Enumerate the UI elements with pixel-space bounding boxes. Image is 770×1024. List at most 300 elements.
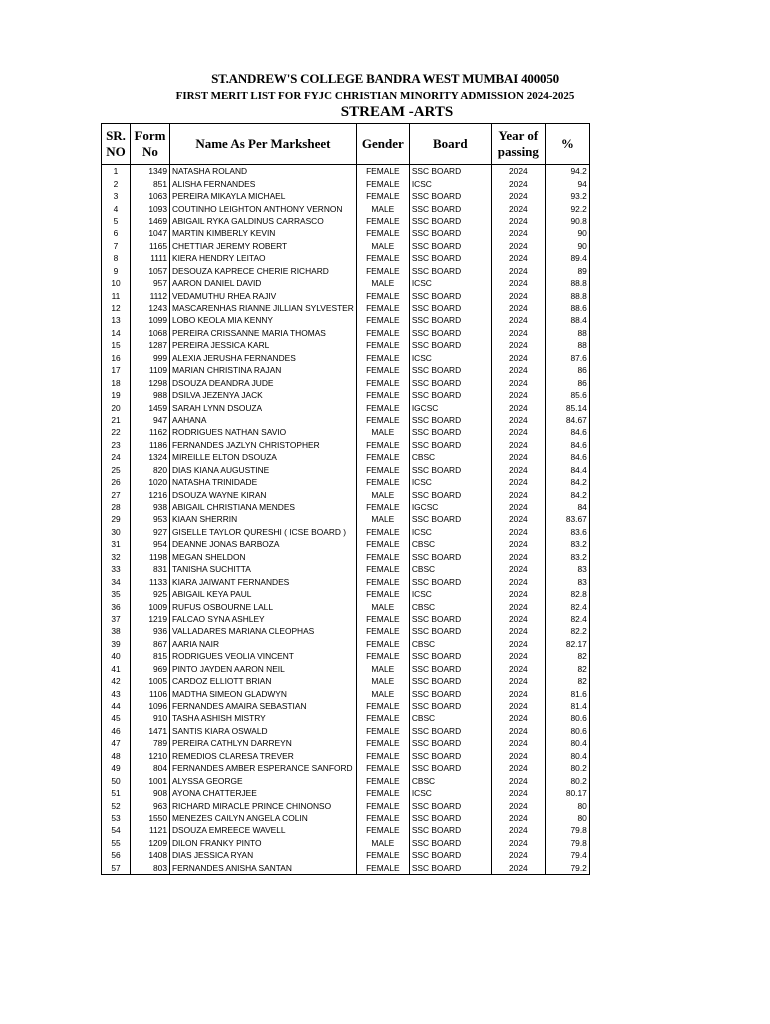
percentage-cell: 79.4	[545, 849, 589, 861]
student-name-cell: FALCAO SYNA ASHLEY	[170, 613, 357, 625]
year-cell: 2024	[491, 762, 545, 774]
year-cell: 2024	[491, 426, 545, 438]
year-cell: 2024	[491, 327, 545, 339]
board-cell: SSC BOARD	[409, 339, 491, 351]
year-cell: 2024	[491, 613, 545, 625]
percentage-cell: 88.6	[545, 302, 589, 314]
percentage-cell: 94	[545, 177, 589, 189]
gender-cell: FEMALE	[356, 563, 409, 575]
percentage-cell: 84.67	[545, 414, 589, 426]
gender-cell: FEMALE	[356, 862, 409, 875]
table-row	[102, 352, 590, 364]
percentage-cell: 80.6	[545, 725, 589, 737]
gender-cell: MALE	[356, 513, 409, 525]
col-header-form-no: Form No	[131, 124, 170, 165]
table-row	[102, 327, 590, 339]
board-cell: SSC BOARD	[409, 426, 491, 438]
student-name-cell: ALYSSA GEORGE	[170, 774, 357, 786]
sr-no-cell: 11	[102, 289, 131, 301]
form-no-cell: 1186	[131, 439, 170, 451]
percentage-cell: 82.2	[545, 625, 589, 637]
percentage-cell: 83.2	[545, 551, 589, 563]
year-cell: 2024	[491, 364, 545, 376]
student-name-cell: RICHARD MIRACLE PRINCE CHINONSO	[170, 799, 357, 811]
table-row	[102, 625, 590, 637]
form-no-cell: 1057	[131, 265, 170, 277]
form-no-cell: 1219	[131, 613, 170, 625]
form-no-cell: 925	[131, 588, 170, 600]
table-row	[102, 687, 590, 699]
board-cell: SSC BOARD	[409, 464, 491, 476]
student-name-cell: PEREIRA CRISSANNE MARIA THOMAS	[170, 327, 357, 339]
student-name-cell: DIAS JESSICA RYAN	[170, 849, 357, 861]
board-cell: IGCSC	[409, 401, 491, 413]
board-cell: SSC BOARD	[409, 762, 491, 774]
sr-no-cell: 26	[102, 476, 131, 488]
sr-no-cell: 55	[102, 837, 131, 849]
year-cell: 2024	[491, 538, 545, 550]
col-header-percent: %	[545, 124, 589, 165]
year-cell: 2024	[491, 588, 545, 600]
gender-cell: FEMALE	[356, 650, 409, 662]
student-name-cell: MASCARENHAS RIANNE JILLIAN SYLVESTER	[170, 302, 357, 314]
year-cell: 2024	[491, 575, 545, 587]
sr-no-cell: 6	[102, 227, 131, 239]
table-row	[102, 488, 590, 500]
board-cell: SSC BOARD	[409, 389, 491, 401]
year-cell: 2024	[491, 314, 545, 326]
board-cell: SSC BOARD	[409, 663, 491, 675]
sr-no-cell: 49	[102, 762, 131, 774]
form-no-cell: 820	[131, 464, 170, 476]
board-cell: SSC BOARD	[409, 837, 491, 849]
year-cell: 2024	[491, 774, 545, 786]
sr-no-cell: 9	[102, 265, 131, 277]
table-row	[102, 650, 590, 662]
student-name-cell: DSILVA JEZENYA JACK	[170, 389, 357, 401]
student-name-cell: MENEZES CAILYN ANGELA COLIN	[170, 812, 357, 824]
col-header-sr-no: SR. NO	[102, 124, 131, 165]
year-cell: 2024	[491, 215, 545, 227]
student-name-cell: NATASHA TRINIDADE	[170, 476, 357, 488]
table-row	[102, 202, 590, 214]
form-no-cell: 963	[131, 799, 170, 811]
board-cell: ICSC	[409, 526, 491, 538]
percentage-cell: 83	[545, 563, 589, 575]
percentage-cell: 82.8	[545, 588, 589, 600]
percentage-cell: 82	[545, 675, 589, 687]
table-row	[102, 700, 590, 712]
gender-cell: MALE	[356, 277, 409, 289]
year-cell: 2024	[491, 302, 545, 314]
sr-no-cell: 51	[102, 787, 131, 799]
percentage-cell: 80.6	[545, 712, 589, 724]
percentage-cell: 82.4	[545, 613, 589, 625]
gender-cell: FEMALE	[356, 414, 409, 426]
percentage-cell: 92.2	[545, 202, 589, 214]
board-cell: SSC BOARD	[409, 625, 491, 637]
year-cell: 2024	[491, 289, 545, 301]
gender-cell: FEMALE	[356, 737, 409, 749]
table-row	[102, 464, 590, 476]
percentage-cell: 79.2	[545, 862, 589, 875]
sr-no-cell: 32	[102, 551, 131, 563]
year-cell: 2024	[491, 824, 545, 836]
student-name-cell: MARTIN KIMBERLY KEVIN	[170, 227, 357, 239]
sr-no-cell: 24	[102, 451, 131, 463]
form-no-cell: 804	[131, 762, 170, 774]
form-no-cell: 1469	[131, 215, 170, 227]
board-cell: SSC BOARD	[409, 240, 491, 252]
board-cell: SSC BOARD	[409, 364, 491, 376]
sr-no-cell: 40	[102, 650, 131, 662]
form-no-cell: 1068	[131, 327, 170, 339]
sr-no-cell: 44	[102, 700, 131, 712]
student-name-cell: KIERA HENDRY LEITAO	[170, 252, 357, 264]
form-no-cell: 969	[131, 663, 170, 675]
gender-cell: MALE	[356, 426, 409, 438]
student-name-cell: FERNANDES AMAIRA SEBASTIAN	[170, 700, 357, 712]
year-cell: 2024	[491, 277, 545, 289]
sr-no-cell: 38	[102, 625, 131, 637]
gender-cell: FEMALE	[356, 849, 409, 861]
form-no-cell: 1459	[131, 401, 170, 413]
form-no-cell: 1324	[131, 451, 170, 463]
percentage-cell: 90	[545, 227, 589, 239]
percentage-cell: 88.4	[545, 314, 589, 326]
percentage-cell: 89	[545, 265, 589, 277]
gender-cell: FEMALE	[356, 215, 409, 227]
merit-list-table	[101, 123, 590, 875]
form-no-cell: 1106	[131, 687, 170, 699]
student-name-cell: CARDOZ ELLIOTT BRIAN	[170, 675, 357, 687]
year-cell: 2024	[491, 339, 545, 351]
board-cell: SSC BOARD	[409, 327, 491, 339]
gender-cell: FEMALE	[356, 352, 409, 364]
year-cell: 2024	[491, 687, 545, 699]
table-row	[102, 426, 590, 438]
sr-no-cell: 36	[102, 600, 131, 612]
form-no-cell: 1133	[131, 575, 170, 587]
student-name-cell: AYONA CHATTERJEE	[170, 787, 357, 799]
board-cell: SSC BOARD	[409, 700, 491, 712]
table-row	[102, 849, 590, 861]
percentage-cell: 83	[545, 575, 589, 587]
table-row	[102, 240, 590, 252]
board-cell: ICSC	[409, 177, 491, 189]
board-cell: SSC BOARD	[409, 165, 491, 178]
student-name-cell: MIREILLE ELTON DSOUZA	[170, 451, 357, 463]
percentage-cell: 84.2	[545, 488, 589, 500]
year-cell: 2024	[491, 227, 545, 239]
board-cell: CBSC	[409, 538, 491, 550]
student-name-cell: DILON FRANKY PINTO	[170, 837, 357, 849]
percentage-cell: 90	[545, 240, 589, 252]
percentage-cell: 82.4	[545, 600, 589, 612]
year-cell: 2024	[491, 464, 545, 476]
percentage-cell: 82.17	[545, 638, 589, 650]
gender-cell: MALE	[356, 488, 409, 500]
student-name-cell: KIAAN SHERRIN	[170, 513, 357, 525]
student-name-cell: AARIA NAIR	[170, 638, 357, 650]
college-title: ST.ANDREW'S COLLEGE BANDRA WEST MUMBAI 400050	[211, 71, 559, 86]
board-cell: SSC BOARD	[409, 824, 491, 836]
gender-cell: FEMALE	[356, 725, 409, 737]
year-cell: 2024	[491, 190, 545, 202]
gender-cell: FEMALE	[356, 376, 409, 388]
student-name-cell: RUFUS OSBOURNE LALL	[170, 600, 357, 612]
form-no-cell: 1550	[131, 812, 170, 824]
board-cell: SSC BOARD	[409, 725, 491, 737]
percentage-cell: 80.2	[545, 774, 589, 786]
sr-no-cell: 23	[102, 439, 131, 451]
table-row	[102, 376, 590, 388]
year-cell: 2024	[491, 526, 545, 538]
board-cell: SSC BOARD	[409, 849, 491, 861]
student-name-cell: RODRIGUES VEOLIA VINCENT	[170, 650, 357, 662]
gender-cell: FEMALE	[356, 787, 409, 799]
gender-cell: FEMALE	[356, 575, 409, 587]
form-no-cell: 1063	[131, 190, 170, 202]
sr-no-cell: 5	[102, 215, 131, 227]
table-row	[102, 799, 590, 811]
sr-no-cell: 56	[102, 849, 131, 861]
percentage-cell: 88.8	[545, 289, 589, 301]
form-no-cell: 1408	[131, 849, 170, 861]
gender-cell: FEMALE	[356, 165, 409, 178]
sr-no-cell: 48	[102, 750, 131, 762]
sr-no-cell: 45	[102, 712, 131, 724]
gender-cell: FEMALE	[356, 289, 409, 301]
percentage-cell: 87.6	[545, 352, 589, 364]
gender-cell: FEMALE	[356, 265, 409, 277]
student-name-cell: AARON DANIEL DAVID	[170, 277, 357, 289]
student-name-cell: AAHANA	[170, 414, 357, 426]
sr-no-cell: 22	[102, 426, 131, 438]
form-no-cell: 947	[131, 414, 170, 426]
table-row	[102, 638, 590, 650]
sr-no-cell: 10	[102, 277, 131, 289]
student-name-cell: FERNANDES JAZLYN CHRISTOPHER	[170, 439, 357, 451]
year-cell: 2024	[491, 401, 545, 413]
table-row	[102, 389, 590, 401]
form-no-cell: 1109	[131, 364, 170, 376]
board-cell: SSC BOARD	[409, 314, 491, 326]
student-name-cell: MEGAN SHELDON	[170, 551, 357, 563]
board-cell: SSC BOARD	[409, 439, 491, 451]
stream-title: STREAM -ARTS	[340, 104, 454, 120]
student-name-cell: PEREIRA JESSICA KARL	[170, 339, 357, 351]
form-no-cell: 1243	[131, 302, 170, 314]
student-name-cell: PINTO JAYDEN AARON NEIL	[170, 663, 357, 675]
student-name-cell: DSOUZA DEANDRA JUDE	[170, 376, 357, 388]
gender-cell: FEMALE	[356, 327, 409, 339]
form-no-cell: 908	[131, 787, 170, 799]
gender-cell: FEMALE	[356, 314, 409, 326]
form-no-cell: 831	[131, 563, 170, 575]
sr-no-cell: 37	[102, 613, 131, 625]
sr-no-cell: 47	[102, 737, 131, 749]
student-name-cell: ABIGAIL RYKA GALDINUS CARRASCO	[170, 215, 357, 227]
percentage-cell: 84.6	[545, 451, 589, 463]
year-cell: 2024	[491, 513, 545, 525]
student-name-cell: FERNANDES AMBER ESPERANCE SANFORD	[170, 762, 357, 774]
sr-no-cell: 12	[102, 302, 131, 314]
table-row	[102, 439, 590, 451]
table-row	[102, 289, 590, 301]
sr-no-cell: 19	[102, 389, 131, 401]
board-cell: CBSC	[409, 563, 491, 575]
sr-no-cell: 46	[102, 725, 131, 737]
year-cell: 2024	[491, 202, 545, 214]
table-row	[102, 302, 590, 314]
sr-no-cell: 34	[102, 575, 131, 587]
percentage-cell: 84.6	[545, 439, 589, 451]
student-name-cell: ABIGAIL CHRISTIANA MENDES	[170, 501, 357, 513]
percentage-cell: 83.6	[545, 526, 589, 538]
table-row	[102, 314, 590, 326]
board-cell: CBSC	[409, 451, 491, 463]
form-no-cell: 910	[131, 712, 170, 724]
form-no-cell: 1096	[131, 700, 170, 712]
gender-cell: FEMALE	[356, 252, 409, 264]
year-cell: 2024	[491, 551, 545, 563]
year-cell: 2024	[491, 663, 545, 675]
board-cell: ICSC	[409, 588, 491, 600]
table-row	[102, 774, 590, 786]
form-no-cell: 1001	[131, 774, 170, 786]
form-no-cell: 1209	[131, 837, 170, 849]
sr-no-cell: 20	[102, 401, 131, 413]
year-cell: 2024	[491, 837, 545, 849]
year-cell: 2024	[491, 439, 545, 451]
board-cell: SSC BOARD	[409, 215, 491, 227]
board-cell: SSC BOARD	[409, 289, 491, 301]
board-cell: CBSC	[409, 712, 491, 724]
sr-no-cell: 2	[102, 177, 131, 189]
gender-cell: FEMALE	[356, 464, 409, 476]
board-cell: CBSC	[409, 638, 491, 650]
board-cell: SSC BOARD	[409, 799, 491, 811]
form-no-cell: 1047	[131, 227, 170, 239]
board-cell: SSC BOARD	[409, 302, 491, 314]
table-row	[102, 712, 590, 724]
table-row	[102, 501, 590, 513]
percentage-cell: 84.4	[545, 464, 589, 476]
percentage-cell: 83.2	[545, 538, 589, 550]
student-name-cell: NATASHA ROLAND	[170, 165, 357, 178]
table-row	[102, 451, 590, 463]
form-no-cell: 954	[131, 538, 170, 550]
student-name-cell: TASHA ASHISH MISTRY	[170, 712, 357, 724]
form-no-cell: 999	[131, 352, 170, 364]
table-row	[102, 277, 590, 289]
percentage-cell: 88	[545, 339, 589, 351]
sr-no-cell: 16	[102, 352, 131, 364]
student-name-cell: RODRIGUES NATHAN SAVIO	[170, 426, 357, 438]
gender-cell: MALE	[356, 600, 409, 612]
board-cell: SSC BOARD	[409, 190, 491, 202]
gender-cell: FEMALE	[356, 302, 409, 314]
sr-no-cell: 3	[102, 190, 131, 202]
student-name-cell: TANISHA SUCHITTA	[170, 563, 357, 575]
gender-cell: FEMALE	[356, 774, 409, 786]
form-no-cell: 1099	[131, 314, 170, 326]
table-row	[102, 750, 590, 762]
col-header-name: Name As Per Marksheet	[170, 124, 357, 165]
table-row	[102, 177, 590, 189]
percentage-cell: 80.2	[545, 762, 589, 774]
percentage-cell: 88	[545, 327, 589, 339]
year-cell: 2024	[491, 737, 545, 749]
percentage-cell: 84.2	[545, 476, 589, 488]
board-cell: CBSC	[409, 600, 491, 612]
col-header-board: Board	[409, 124, 491, 165]
board-cell: SSC BOARD	[409, 551, 491, 563]
table-row	[102, 252, 590, 264]
board-cell: SSC BOARD	[409, 862, 491, 875]
sr-no-cell: 15	[102, 339, 131, 351]
board-cell: SSC BOARD	[409, 737, 491, 749]
sr-no-cell: 13	[102, 314, 131, 326]
year-cell: 2024	[491, 501, 545, 513]
board-cell: SSC BOARD	[409, 575, 491, 587]
board-cell: ICSC	[409, 352, 491, 364]
percentage-cell: 93.2	[545, 190, 589, 202]
sr-no-cell: 4	[102, 202, 131, 214]
student-name-cell: ALEXIA JERUSHA FERNANDES	[170, 352, 357, 364]
sr-no-cell: 27	[102, 488, 131, 500]
sr-no-cell: 8	[102, 252, 131, 264]
form-no-cell: 1198	[131, 551, 170, 563]
percentage-cell: 94.2	[545, 165, 589, 178]
board-cell: SSC BOARD	[409, 687, 491, 699]
gender-cell: FEMALE	[356, 762, 409, 774]
percentage-cell: 88.8	[545, 277, 589, 289]
student-name-cell: COUTINHO LEIGHTON ANTHONY VERNON	[170, 202, 357, 214]
year-cell: 2024	[491, 675, 545, 687]
percentage-cell: 86	[545, 364, 589, 376]
form-no-cell: 1111	[131, 252, 170, 264]
gender-cell: FEMALE	[356, 401, 409, 413]
year-cell: 2024	[491, 862, 545, 875]
student-name-cell: SARAH LYNN DSOUZA	[170, 401, 357, 413]
table-row	[102, 227, 590, 239]
board-cell: ICSC	[409, 277, 491, 289]
table-row	[102, 538, 590, 550]
merit-list-title: FIRST MERIT LIST FOR FYJC CHRISTIAN MINORITY ADMISSION 2024-2025	[175, 90, 575, 102]
table-row	[102, 600, 590, 612]
sr-no-cell: 7	[102, 240, 131, 252]
gender-cell: FEMALE	[356, 476, 409, 488]
table-row	[102, 663, 590, 675]
form-no-cell: 789	[131, 737, 170, 749]
percentage-cell: 86	[545, 376, 589, 388]
gender-cell: MALE	[356, 663, 409, 675]
form-no-cell: 1112	[131, 289, 170, 301]
year-cell: 2024	[491, 812, 545, 824]
student-name-cell: PEREIRA CATHLYN DARREYN	[170, 737, 357, 749]
board-cell: SSC BOARD	[409, 376, 491, 388]
sr-no-cell: 50	[102, 774, 131, 786]
table-row	[102, 725, 590, 737]
gender-cell: FEMALE	[356, 439, 409, 451]
sr-no-cell: 21	[102, 414, 131, 426]
table-row	[102, 737, 590, 749]
percentage-cell: 82	[545, 663, 589, 675]
table-row	[102, 824, 590, 836]
percentage-cell: 80	[545, 799, 589, 811]
